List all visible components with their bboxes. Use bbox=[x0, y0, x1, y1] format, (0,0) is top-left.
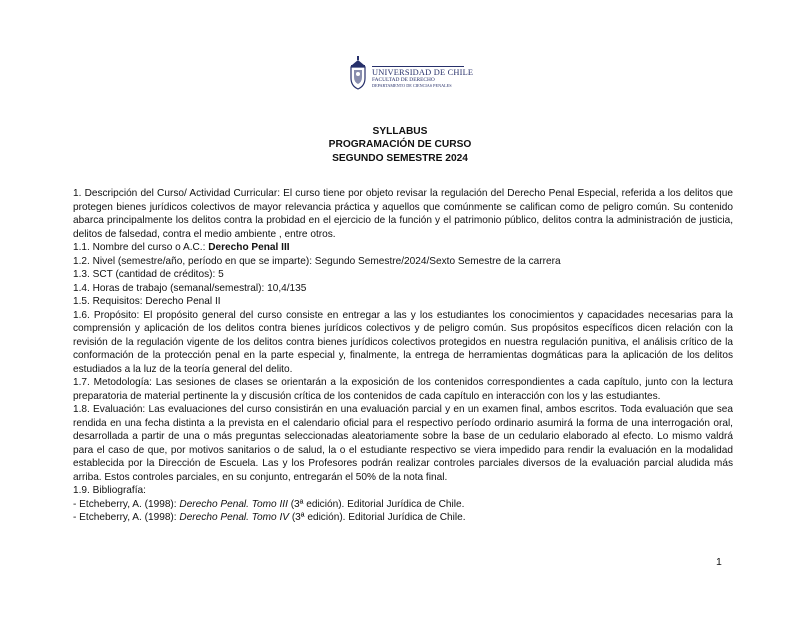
section-horas: 1.4. Horas de trabajo (semanal/semestral): 10,4/135 bbox=[73, 282, 307, 294]
nombre-label: 1.1. Nombre del curso o A.C.: bbox=[73, 242, 209, 253]
section-nombre bbox=[73, 241, 733, 255]
page-number: 1 bbox=[716, 556, 722, 568]
bib-prefix: - Etcheberry, A. (1998): bbox=[73, 498, 180, 510]
nombre-value: Derecho Penal III bbox=[208, 242, 290, 253]
logo-text-block bbox=[372, 68, 472, 88]
bib-title: Derecho Penal. Tomo IV bbox=[179, 512, 290, 523]
title-semestre: SEGUNDO SEMESTRE 2024 bbox=[332, 152, 468, 164]
section-descripcion: 1. Descripción del Curso/ Actividad Curricular: El curso tiene por objeto revisar la regulación del Derecho Penal Especial, referida a los delitos que protegen bienes jurídicos colectivos de mayor relevancia práctica y aquellos que comúnmente se califican como de peligro común. Su contenido abarca principalmente los delitos contra la probidad en el ejercicio de la función y el patrimonio público, delitos contra la administración de justicia, delitos de falsedad, contra el medio ambiente , entre otros. bbox=[73, 188, 733, 240]
bib-suffix: (3ª edición). Editorial Jurídica de Chile. bbox=[287, 498, 465, 510]
logo-university-name: UNIVERSIDAD DE CHILE bbox=[372, 68, 474, 77]
section-sct: 1.3. SCT (cantidad de créditos): 5 bbox=[73, 269, 224, 280]
logo-faculty-name: FACULTAD DE DERECHO bbox=[372, 77, 435, 83]
bib-title: Derecho Penal. Tomo III bbox=[179, 498, 288, 510]
title-syllabus: SYLLABUS bbox=[372, 126, 428, 137]
university-logo bbox=[348, 56, 474, 96]
syllabus-body bbox=[73, 187, 733, 525]
bib-suffix: (3ª edición). Editorial Jurídica de Chile. bbox=[289, 512, 466, 523]
section-metodologia: 1.7. Metodología: Las sesiones de clases se orientarán a la exposición de los contenidos correspondientes a cada capítulo, junto con la lectura preparatoria de material pertinente la y discusión crítica de los contenidos de cada capítulo en interacción con los y las estudiantes. bbox=[73, 377, 733, 402]
bib-prefix: - Etcheberry, A. (1998): bbox=[73, 512, 180, 523]
section-evaluacion: 1.8. Evaluación: Las evaluaciones del curso consistirán en una evaluación parcial y en un examen final, ambos escritos. Toda evaluación que sea rendida en una fecha distinta a la prevista en el calendario oficial para el respectivo período ordinario asumirá la forma de una interrogación oral, desarrollada a partir de una o más preguntas seleccionadas aleatoriamente sobre la base de un cedulario elaborado al efecto. Lo mismo valdrá para el caso de que, por motivos sanitarios o de salud, la o el estudiante respectivo se viera impedido para rendir la evaluación en la modalidad establecida por la Dirección de Escuela. Las y los Profesores podrán realizar controles parciales diversos de la evaluación parcial aludida más arriba. Estos controles parciales, en su conjunto, entregarán el 50% de la nota final. bbox=[73, 404, 733, 483]
bibliography-entry bbox=[73, 511, 733, 525]
section-requisitos: 1.5. Requisitos: Derecho Penal II bbox=[73, 296, 221, 307]
logo-department-name: DEPARTAMENTO DE CIENCIAS PENALES bbox=[372, 83, 452, 88]
section-bibliografia-label: 1.9. Bibliografía: bbox=[73, 485, 146, 496]
bibliography-entry bbox=[73, 498, 733, 512]
document-headings bbox=[0, 125, 800, 165]
section-nivel: 1.2. Nivel (semestre/año, período en que se imparte): Segundo Semestre/2024/Sexto Semestre de la carrera bbox=[73, 255, 561, 267]
title-programacion: PROGRAMACIÓN DE CURSO bbox=[328, 139, 472, 151]
section-proposito: 1.6. Propósito: El propósito general del curso consiste en entregar a las y los estudiantes los conocimientos y capacidades necesarias para la comprensión y aplicación de los delitos contra bienes jurídicos colectivos y de peligro común. Sus propósitos específicos dicen relación con la revisión de la regulación vigente de los delitos contra bienes jurídicos colectivos protegidos en nuestra regulación punitiva, el análisis crítico de la conformación de la protección penal en la parte especial y, finalmente, la entrega de herramientas dogmáticas para la aplicación de los delitos estudiados a la luz de la teoría general del delito. bbox=[73, 309, 733, 375]
logo-divider bbox=[372, 66, 464, 67]
university-seal-icon bbox=[348, 56, 368, 90]
